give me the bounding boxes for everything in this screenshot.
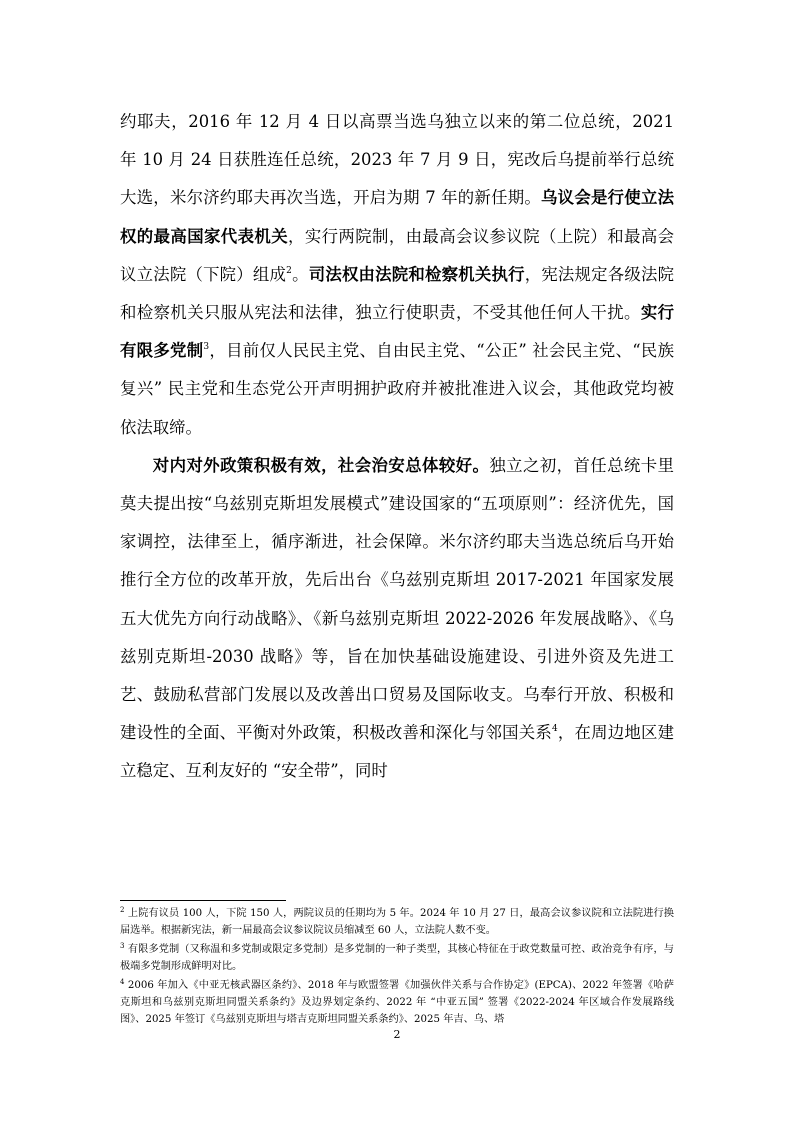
policy-heading: 对内对外政策积极有效，社会治安总体较好。 [152,455,490,475]
policy-tail-text: ，在周边地区建立稳定、互利友好的 “安全带”，同时 [120,723,675,781]
judicial-heading: 司法权由法院和检察机关执行 [308,264,525,284]
presidency-text: 约耶夫，2016 年 12 月 4 日以高票当选乌独立以来的第二位总统，2021 年 10 月 24 日获胜连任总统，2023 年 7 月 9 日，宪改后乌提前举行总统大选，米尔济约耶夫再次当选，开启为期 7 年的新任期。 [120,112,674,208]
footnote-3 [120,941,674,975]
footnote-text: 上院有议员 100 人，下院 150 人，两院议员的任期均为 5 年。2024 年 10 月 27 日，最高会议参议院和立法院进行换届选举。根据新宪法，新一届最高会议参议院议员缩减至 60 人，立法院人数不变。 [120,908,674,936]
parliament-heading: 乌议会是行使立法权的最高国家代表机关 [120,188,674,246]
paragraph-policy [120,447,674,791]
party-text: ，目前仅人民民主党、自由民主党、“公正” 社会民主党、“民族复兴” 民主党和生态党公开声明拥护政府并被批准进入议会，其他政党均被依法取缔。 [120,341,674,437]
judicial-text: ，宪法规定各级法院和检察机关只服从宪法和法律，独立行使职责，不受其他任何人干扰。 [120,264,675,323]
footnote-ref-3: 3 [203,342,210,353]
footnote-ref-2: 2 [286,265,292,276]
footnote-number: 4 [120,978,125,986]
footnote-text: 有限多党制（又称温和多党制或限定多党制）是多党制的一种子类型，其核心特征在于政党数量可控、政治竞争有序，与极端多党制形成鲜明对比。 [120,944,674,972]
page-number: 2 [393,1028,401,1041]
paragraph-political-system [120,103,674,447]
footnote-2 [120,905,674,939]
footnote-number: 2 [120,906,125,914]
footnote-4 [120,977,674,1028]
main-text [120,103,674,791]
period: 。 [291,264,309,284]
footnotes [120,905,674,1030]
footnote-ref-4: 4 [551,724,558,735]
footnote-number: 3 [120,942,125,950]
parliament-text: ，实行两院制，由最高会议参议院（上院）和最高会议立法院（下院）组成 [120,226,675,284]
footnote-divider [120,900,286,901]
party-heading: 实行有限多党制 [120,303,675,361]
policy-text: 独立之初，首任总统卡里莫夫提出按“乌兹别克斯坦发展模式”建设国家的“五项原则”：经济优先，国家调控，法律至上，循序渐进，社会保障。米尔济约耶夫当选总统后乌开始推行全方位的改革开放，先后出台《乌兹别克斯坦 2017-2021 年国家发展五大优先方向行动战略》、《新乌兹别克斯坦 2022-2026 年发展战略》、《乌兹别克斯坦-2030 战略》等，旨在加快基础设施建设、引进外资及先进工艺、鼓励私营部门发展以及改善出口贸易及国际收支。乌奉行开放、积极和建设性的全面、平衡对外政策，积极改善和深化与邻国关系 [120,455,675,743]
footnote-text: 2006 年加入《中亚无核武器区条约》、2018 年与欧盟签署《加强伙伴关系与合作协定》(EPCA)、2022 年签署《哈萨克斯坦和乌兹别克斯坦同盟关系条约》及边界划定条约、2022 年 “中亚五国” 签署《2022-2024 年区域合作发展路线图》、2025 年签订《乌兹别克斯坦与塔吉克斯坦同盟关系条约》、2025 年吉、乌、塔 [120,980,674,1025]
